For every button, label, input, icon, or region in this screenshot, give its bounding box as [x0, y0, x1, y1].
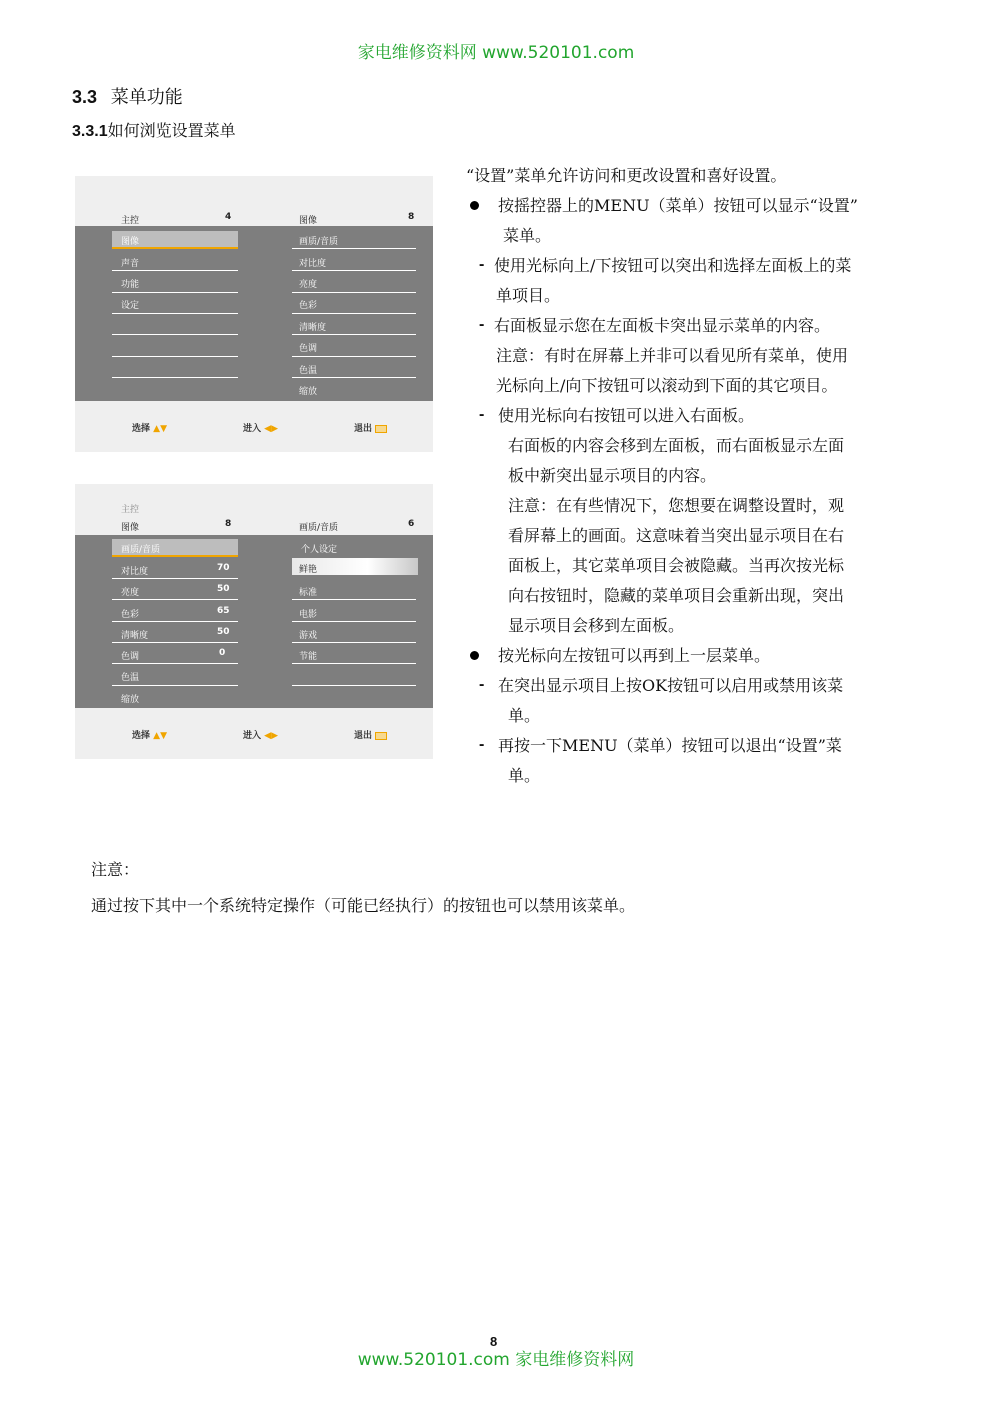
subsection-title: 如何浏览设置菜单 — [107, 121, 236, 140]
menu1-right-item: 清晰度 — [299, 323, 327, 333]
dash-5-line-2: 单。 — [508, 766, 541, 785]
up-down-arrow-icon: ▲▼ — [153, 424, 167, 434]
menu1-right-item: 亮度 — [299, 280, 318, 290]
menu1-right-item: 画质/音质 — [299, 237, 339, 247]
menu2-right-item: 鲜艳 — [299, 565, 318, 575]
dash-3-line-8: 显示项目会移到左面板。 — [508, 616, 685, 635]
menu1-right-count: 8 — [408, 212, 415, 222]
dash-3-line-7: 向右按钮时，隐藏的菜单项目会重新出现，突出 — [508, 586, 845, 605]
menu2-footer-select: 选择 ▲▼ — [132, 731, 167, 741]
menu1-right-item: 缩放 — [299, 387, 318, 397]
menu2-footer-enter: 进入 ◀▶ — [243, 731, 278, 741]
dash-1-line-1: 使用光标向上/下按钮可以突出和选择左面板上的菜 — [494, 256, 852, 275]
menu2-left-value: 70 — [217, 563, 230, 573]
dash-1-line-2: 单项目。 — [496, 286, 561, 305]
menu1-left-count: 4 — [225, 212, 232, 222]
menu1-panel — [75, 226, 433, 401]
menu2-right-header: 画质/音质 — [299, 523, 339, 533]
dash-3-line-6: 面板上，其它菜单项目会被隐藏。当再次按光标 — [508, 556, 845, 575]
dash-4-line-2: 单。 — [508, 706, 541, 725]
menu2-left-item: 色温 — [121, 673, 140, 683]
menu-screenshot-1 — [75, 176, 433, 452]
menu1-left-item: 图像 — [121, 237, 140, 247]
exit-icon — [375, 732, 387, 740]
bullet-1-line-1: 按摇控器上的MENU（菜单）按钮可以显示“设置” — [498, 196, 858, 215]
menu2-left-item: 清晰度 — [121, 631, 149, 641]
menu2-left-value: 65 — [217, 606, 230, 616]
section-heading — [72, 83, 183, 109]
note-text: 通过按下其中一个系统特定操作（可能已经执行）的按钮也可以禁用该菜单。 — [91, 896, 636, 915]
dash-3-line-3: 板中新突出显示项目的内容。 — [508, 466, 717, 485]
menu2-left-item: 画质/音质 — [121, 545, 161, 555]
dash-3-line-4: 注意：在有些情况下，您想要在调整设置时，观 — [508, 496, 845, 515]
footer-watermark: www.520101.com 家电维修资料网 — [357, 1350, 635, 1370]
dash-icon: - — [479, 676, 485, 693]
menu2-left-item: 对比度 — [121, 567, 149, 577]
dash-2-line-2: 注意：有时在屏幕上并非可以看见所有菜单，使用 — [496, 346, 849, 365]
dash-2-line-3: 光标向上/向下按钮可以滚动到下面的其它项目。 — [496, 376, 838, 395]
menu2-left-item: 缩放 — [121, 695, 140, 705]
page-number: 8 — [490, 1334, 498, 1349]
dash-icon: - — [479, 736, 485, 753]
menu1-right-header: 图像 — [299, 216, 318, 226]
menu2-right-item: 标准 — [299, 588, 318, 598]
left-right-arrow-icon: ◀▶ — [264, 424, 278, 434]
menu2-right-item: 游戏 — [299, 631, 318, 641]
menu2-top-crumb: 主控 — [121, 505, 140, 515]
menu2-left-value: 50 — [217, 584, 230, 594]
left-right-arrow-icon: ◀▶ — [264, 731, 278, 741]
menu2-left-item: 亮度 — [121, 588, 140, 598]
dash-5-line-1: 再按一下MENU（菜单）按钮可以退出“设置”菜 — [498, 736, 842, 755]
menu1-footer-enter: 进入 ◀▶ — [243, 424, 278, 434]
menu1-right-item: 色彩 — [299, 301, 318, 311]
menu2-left-header: 图像 — [121, 523, 140, 533]
menu1-left-item: 功能 — [121, 280, 140, 290]
dash-icon: - — [479, 316, 485, 333]
menu1-footer-exit: 退出 — [354, 421, 387, 434]
header-watermark: 家电维修资料网 www.520101.com — [357, 43, 635, 63]
up-down-arrow-icon: ▲▼ — [153, 731, 167, 741]
dash-icon: - — [479, 406, 485, 423]
menu2-left-item: 色彩 — [121, 610, 140, 620]
dash-3-line-2: 右面板的内容会移到左面板，而右面板显示左面 — [508, 436, 845, 455]
dash-icon: - — [479, 256, 485, 273]
note-title: 注意： — [91, 860, 140, 879]
menu2-right-item: 节能 — [299, 652, 318, 662]
subsection-number: 3.3.1 — [72, 123, 108, 140]
dash-3-line-5: 看屏幕上的画面。这意味着当突出显示项目在右 — [508, 526, 845, 545]
menu1-right-item: 色调 — [299, 344, 318, 354]
dash-3-line-1: 使用光标向右按钮可以进入右面板。 — [498, 406, 755, 425]
menu1-left-item: 设定 — [121, 301, 140, 311]
menu2-left-value: 0 — [219, 648, 226, 658]
menu1-right-item: 色温 — [299, 366, 318, 376]
menu2-left-item: 色调 — [121, 652, 140, 662]
menu2-footer-exit: 退出 — [354, 728, 387, 741]
dash-2-line-1: 右面板显示您在左面板卡突出显示菜单的内容。 — [494, 316, 831, 335]
exit-icon — [375, 425, 387, 433]
menu2-right-item: 个人设定 — [301, 545, 338, 555]
menu1-right-item: 对比度 — [299, 259, 327, 269]
section-title: 菜单功能 — [110, 87, 183, 108]
menu-screenshot-2 — [75, 484, 433, 759]
menu1-left-item: 声音 — [121, 259, 140, 269]
bullet-1-line-2: 菜单。 — [503, 226, 552, 245]
menu2-panel — [75, 535, 433, 708]
subsection-heading — [72, 118, 236, 141]
intro-text: “设置”菜单允许访问和更改设置和喜好设置。 — [466, 166, 787, 185]
menu2-left-value: 50 — [217, 627, 230, 637]
dash-4-line-1: 在突出显示项目上按OK按钮可以启用或禁用该菜 — [498, 676, 844, 695]
menu1-left-header: 主控 — [121, 216, 140, 226]
bullet-icon — [470, 651, 479, 660]
menu1-footer-select: 选择 ▲▼ — [132, 424, 167, 434]
menu2-left-count: 8 — [225, 519, 232, 529]
menu2-right-count: 6 — [408, 519, 415, 529]
bullet-icon — [470, 201, 479, 210]
menu2-right-item: 电影 — [299, 610, 318, 620]
section-number: 3.3 — [72, 87, 98, 107]
bullet-2-line-1: 按光标向左按钮可以再到上一层菜单。 — [498, 646, 771, 665]
